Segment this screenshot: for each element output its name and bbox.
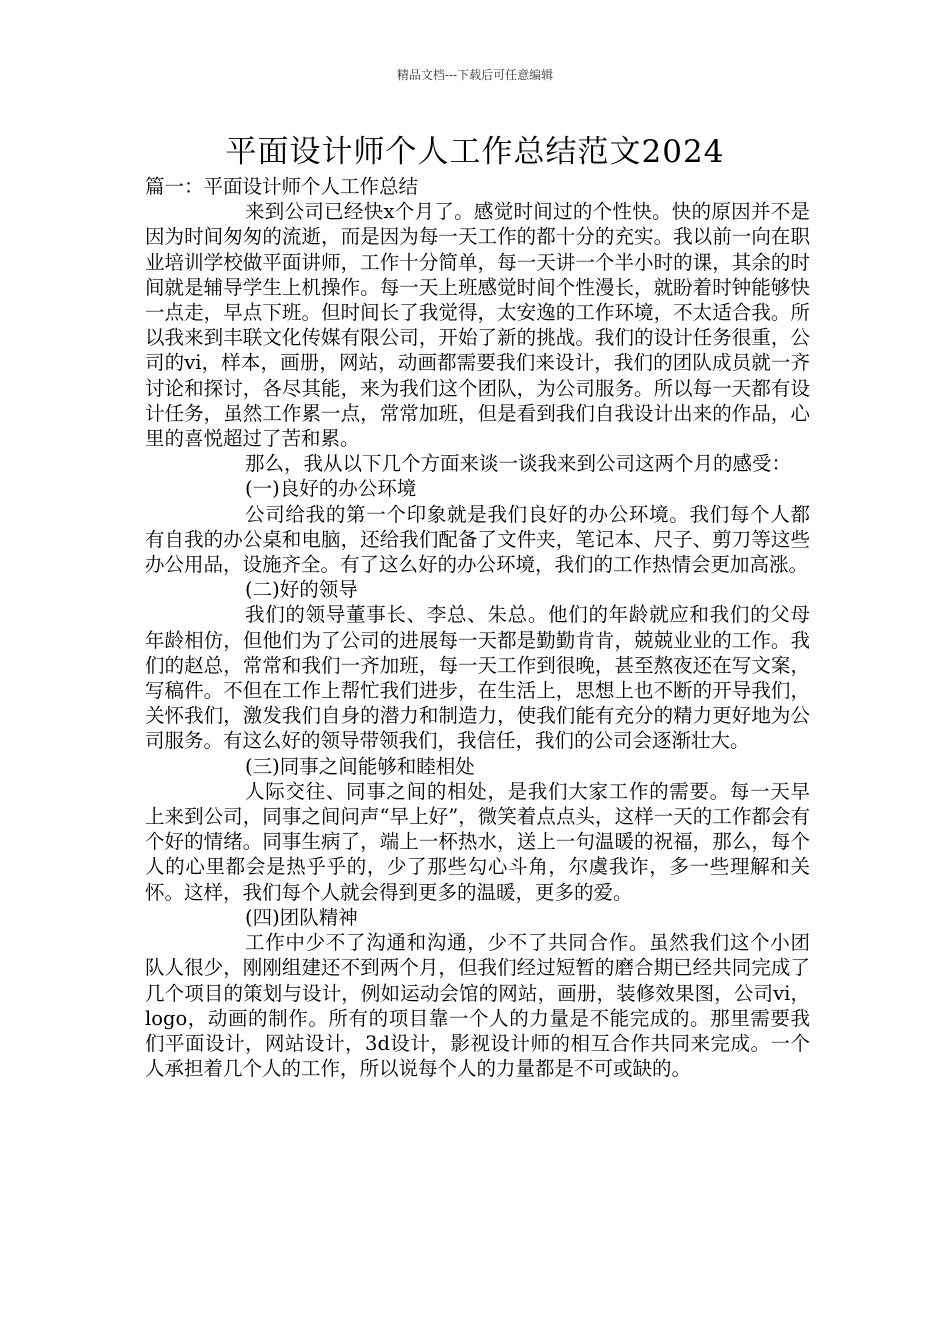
section-subtitle: 篇一：平面设计师个人工作总结 xyxy=(145,175,419,198)
heading-colleagues: (三)同事之间能够和睦相处 xyxy=(245,754,475,778)
paragraph-colleagues: 人际交往、同事之间的相处，是我们大家工作的需要。每一天早上来到公司，同事之间问声“早上好”，微笑着点点头，这样一天的工作都会有个好的情绪。同事生病了，端上一杯热水，送上一句温暖的祝福，那么，每个人的心里都会是热乎乎的，少了那些勾心斗角，尔虞我诈，多一些理解和关怀。这样，我们每个人就会得到更多的温暖，更多的爱。 xyxy=(145,779,810,904)
paragraph-office-environment: 公司给我的第一个印象就是我们良好的办公环境。我们每个人都有自我的办公桌和电脑，还给我们配备了文件夹，笔记本、尺子、剪刀等这些办公用品，设施齐全。有了这么好的办公环境，我们的工作热情会更加高涨。 xyxy=(145,502,810,577)
document-body xyxy=(145,174,810,1081)
page-header: 精品文档---下载后可任意编辑 xyxy=(396,68,554,82)
paragraph-transition: 那么，我从以下几个方面来谈一谈我来到公司这两个月的感受： xyxy=(245,452,792,476)
heading-team-spirit: (四)团队精神 xyxy=(245,905,358,929)
heading-office-environment: (一)良好的办公环境 xyxy=(245,477,417,501)
paragraph-intro: 来到公司已经快x个月了。感觉时间过的个性快。快的原因并不是因为时间匆匆的流逝，而是因为每一天工作的都十分的充实。我以前一向在职业培训学校做平面讲师，工作十分简单，每一天讲一个半小时的课，其余的时间就是辅导学生上机操作。每一天上班感觉时间个性漫长，就盼着时钟能够快一点走，早点下班。但时间长了我觉得，太安逸的工作环境，不太适合我。所以我来到丰联文化传媒有限公司，开始了新的挑战。我们的设计任务很重，公司的vi，样本，画册，网站，动画都需要我们来设计，我们的团队成员就一齐讨论和探讨，各尽其能，来为我们这个团队，为公司服务。所以每一天都有设计任务，虽然工作累一点，常常加班，但是看到我们自我设计出来的作品，心里的喜悦超过了苦和累。 xyxy=(145,200,810,451)
document-title: 平面设计师个人工作总结范文2024 xyxy=(225,134,725,170)
paragraph-leadership: 我们的领导董事长、李总、朱总。他们的年龄就应和我们的父母年龄相仿，但他们为了公司的进展每一天都是勤勤肯肯，兢兢业业的工作。我们的赵总，常常和我们一齐加班，每一天工作到很晚，甚至熬夜还在写文案，写稿件。不但在工作上帮忙我们进步，在生活上，思想上也不断的开导我们，关怀我们，激发我们自身的潜力和制造力，使我们能有充分的精力更好地为公司服务。有这么好的领导带领我们，我信任，我们的公司会逐渐壮大。 xyxy=(145,603,810,753)
heading-leadership: (二)好的领导 xyxy=(245,578,358,602)
paragraph-team-spirit: 工作中少不了沟通和沟通，少不了共同合作。虽然我们这个小团队人很少，刚刚组建还不到两个月，但我们经过短暂的磨合期已经共同完成了几个项目的策划与设计，例如运动会馆的网站，画册，装修效果图，公司vi，logo，动画的制作。所有的项目靠一个人的力量是不能完成的。那里需要我们平面设计，网站设计，3d设计，影视设计师的相互合作共同来完成。一个人承担着几个人的工作，所以说每个人的力量都是不可或缺的。 xyxy=(145,931,810,1081)
